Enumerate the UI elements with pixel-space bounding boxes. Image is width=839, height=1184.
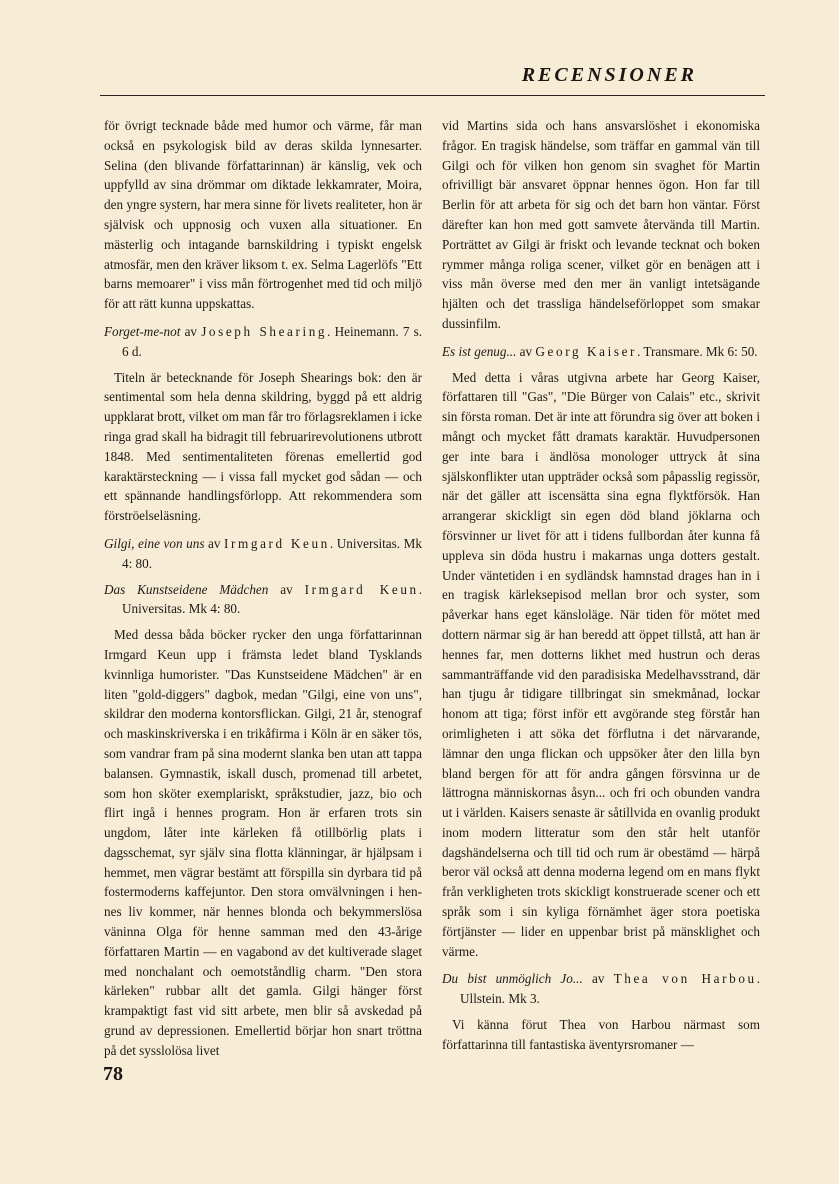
book-author: Thea von Harbou: [613, 971, 757, 987]
book-title: Es ist genug...: [442, 343, 517, 359]
book-entry: [104, 580, 422, 620]
header-rule: [100, 95, 765, 96]
book-publisher: . Universitas. Mk 4: 80.: [122, 581, 422, 617]
page-number: 78: [103, 1063, 123, 1085]
paragraph: Titeln är betecknande för Joseph Shearings bok: den är sentimental som hela denna skildring, byggd på ett aldrig uppklarat brott, vilket om man får tro förlagsreklamen i icke ringa grad skall ha bidragit till februarirevolutionens utbrott 1848. Med sentimentaliteten förenas emellertid god karaktärsteckning — i vissa fall mycket god sådan — och ett spännande handlingsförlopp. Att rekommendera som förströelseläsning.: [104, 369, 422, 524]
book-entry: [442, 342, 760, 362]
paragraph: vid Martins sida och hans ansvarslöshet i ekonomiska frågor. En tragisk händelse, som träffar en gammal vän till Gilgi och för vilken hon genom sin svaghet för Martin ofrivilligt bär ansvaret öppnar hennes ögon. Hon far till Berlin för att arbeta för sig och det barn hon väntar. Först därefter kan hon med gott samvete återvända till Martin. Porträttet av Gilgi är friskt och levande tecknat och boken rymmer många roliga scener, vilket gör en benägen att i viss mån överse med den mer än vanligt intetsägande hjälten och det trassliga händelseförloppet som smakar dussinfilm.: [442, 118, 760, 331]
entry-connector: av: [204, 535, 225, 551]
book-title: Forget-me-not: [104, 323, 181, 339]
book-publisher: . Transmare. Mk 6: 50.: [637, 343, 758, 359]
entry-connector: av: [180, 323, 202, 339]
book-publisher: . Universitas. Mk 4: 80.: [122, 535, 422, 571]
book-entry: [104, 534, 422, 574]
book-title: Du bist unmöglich Jo...: [442, 971, 583, 987]
paragraph: Vi känna förut Thea von Harbou närmast som författarinna till fantastiska äventyrsromaner —: [442, 1017, 760, 1052]
entry-connector: av: [268, 581, 305, 597]
book-title: Gilgi, eine von uns: [104, 535, 205, 551]
book-author: Irmgard Keun: [304, 581, 419, 597]
paragraph: för övrigt tecknade både med humor och värme, får man också en psykologisk bild av deras skilda lynnesarter. Selina (den blivande författarinnan) är känslig, vek och uppfylld av sina drömmar om diktade lekkamrater, Moira, den yngre systern, har mera sinne för livets realiteter, hon är självisk och uppnosig och vuxen alla situationer. En mästerlig och intagande barnskildring i typiskt engelsk atmosfär, men den kräver liksom t. ex. Selma Lagerlöfs "Ett barns memoarer" i viss mån förtrogenhet med tid och miljö för att rätt kunna uppskattas.: [104, 118, 422, 312]
right-column: [442, 116, 760, 1063]
book-author: Joseph Shearing: [201, 323, 328, 339]
book-entry: [104, 322, 422, 362]
section-title: RECENSIONER: [521, 64, 697, 86]
entry-connector: av: [582, 971, 614, 987]
book-publisher: . Heinemann. 7 s. 6 d.: [122, 323, 422, 359]
book-title: Das Kunstseidene Mädchen: [104, 581, 269, 597]
left-column: [104, 116, 422, 1069]
entry-connector: av: [516, 343, 536, 359]
paragraph: Med dessa båda böcker rycker den unga författarinnan Irmgard Keun upp i främsta ledet bland Tysklands kvinnliga humorister. "Das Kunstseidene Mädchen" är en liten "gold-diggers" dagbok, medan "Gilgi, eine von uns", skildrar den moderna kontorsflickan. Gilgi, 21 år, stenograf och maskinskriverska i en trikåfirma i Köln är en säker tös, som vandrar fram på sina modernt slanka ben utan att tappa balansen. Gymnastik, iskall dusch, promenad till arbetet, som hon sköter exemplariskt, språkstudier, jazz, bio och flirt ingå i hennes program. Hon är erfaren trots sin ungdom, låter inte kärleken få otillbörlig plats i dagsschemat, syr själv sina flotta klänningar, är hjälpsam i hemmet, men vägrar bestämt att förspilla sin dyrbara tid på fostermoderns kaffejuntor. Den stora omvälvningen i hennes liv kommer, när hennes blonda och bekymmerslösa väninna Olga för henne samman med den 43-årige författaren Martin — en vagabond av det kultiverade slaget med nonchalant och oemotståndlig charm. "Den stora kärleken" rubbar allt det gamla. Gilgi hänger först krampaktigt fast vid sitt arbete, men blir så avskedad på grund av depressionen. Emellertid börjar hon snart tröttna på det sysslolösa livet: [104, 627, 422, 1058]
book-entry: [442, 969, 760, 1009]
book-author: Georg Kaiser: [535, 343, 638, 359]
running-header: [100, 62, 765, 96]
book-author: Irmgard Keun: [224, 535, 330, 551]
paragraph: Med detta i våras utgivna arbete har Georg Kaiser, författaren till "Gas", "Die Bürger von Calais" etc., skrivit sin första roman. Det är inte att förundra sig över att boken i mångt och mycket fått dramats karaktär. Huvudpersonen ger inte bara i ändlösa monologer uttryck åt sina själskonflikter utan uppträder också som påpasslig regissör, när det gäller att iscensätta sina egna flyktförsök. Han arrangerar skickligt sin egen död bland jöklarna och försvinner ur livet för att i tidens fullbordan åter kunna få uppleva sin döda hustru i makarnas unga dotters gestalt. Under väntetiden i en sydländsk hamnstad drages han in i en tragisk kärleksepisod mellan bror och syster, som påverkar hans eget känsloläge. När tiden för mötet med dottern närmar sig är han beredd att öppet tillstå, att han är hennes far, men dotterns likhet med hustrun och deras sammanträffande vid den paradisiska Medelhavsstrand, där han tjugu år tidigare tillbringat sin smekmånad, lockar honom att tiga; först inför ett avgörande steg förstår han orimligheten i att söka det förflutna i det närvarande, lämnar den unga flickan och uppsöker åter den lilla byn bland bergen för att för andra gången försvinna ur de lättrogna människornas åsyn... och fri och obunden vandra ut i världen. Kaisers senaste är såtillvida en ovanlig produkt inom modern litteratur som den står helt utanför dagshändelserna och till tid och rum är obestämd — härpå beror väl också att denna moderna legend om en mans flykt från verkligheten trots skickligt konstruerade scener och ett språk som i sin kyliga förnämhet äger stora poetiska förtjänster — lider en uppenbar brist på mänsklighet och värme.: [442, 369, 760, 959]
book-publisher: . Ullstein. Mk 3.: [460, 971, 761, 1007]
